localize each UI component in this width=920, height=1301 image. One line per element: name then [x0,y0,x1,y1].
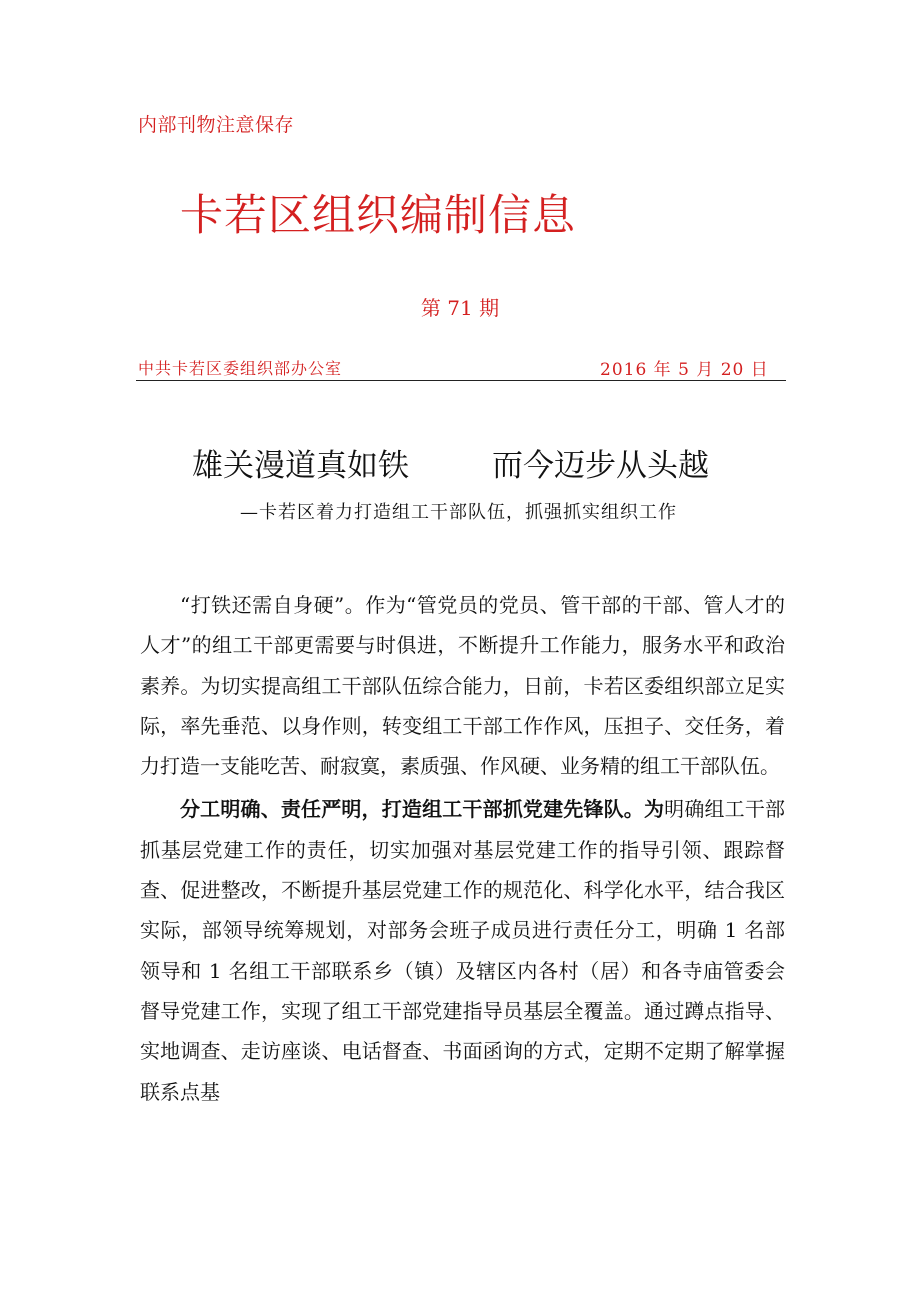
paragraph-2-text: 明确组工干部抓基层党建工作的责任，切实加强对基层党建工作的指导引领、跟踪督查、促进整改，不断提升基层党建工作的规范化、科学化水平，结合我区实际，部领导统筹规划，对部务会班子成员进行责任分工，明确 1 名部领导和 1 名组工干部联系乡（镇）及辖区内各村（居）和各寺庙管委会督导党建工作，实现了组工干部党建指导员基层全覆盖。通过蹲点指导、实地调查、走访座谈、电话督查、书面函询的方式，定期不定期了解掌握联系点基 [140,797,786,1104]
header-divider [136,380,786,381]
paragraph-1: “打铁还需自身硬”。作为“管党员的党员、管干部的干部、管人才的人才”的组工干部更需要与时俱进，不断提升工作能力，服务水平和政治素养。为切实提高组工干部队伍综合能力，日前，卡若区委组织部立足实际，率先垂范、以身作则，转变组工干部工作作风，压担子、交任务，着力打造一支能吃苦、耐寂寞，素质强、作风硬、业务精的组工干部队伍。 [140,593,785,779]
internal-notice: 内部刊物注意保存 [138,114,295,136]
issuer: 中共卡若区委组织部办公室 [138,359,343,378]
article-subtitle: —卡若区着力打造组工干部队伍，抓强抓实组织工作 [240,502,677,523]
paragraph-2-lead: 分工明确、责任严明，打造组工干部抓党建先锋队。为 [180,797,665,822]
paragraph-2 [140,789,785,1111]
article-title-part2: 而今迈步从头越 [492,448,709,484]
issue-number: 第 71 期 [420,296,500,320]
masthead-title: 卡若区组织编制信息 [180,191,576,241]
article-body [140,585,785,1112]
publication-date: 2016 年 5 月 20 日 [600,360,769,380]
article-title-part1: 雄关漫道真如铁 [192,448,409,484]
